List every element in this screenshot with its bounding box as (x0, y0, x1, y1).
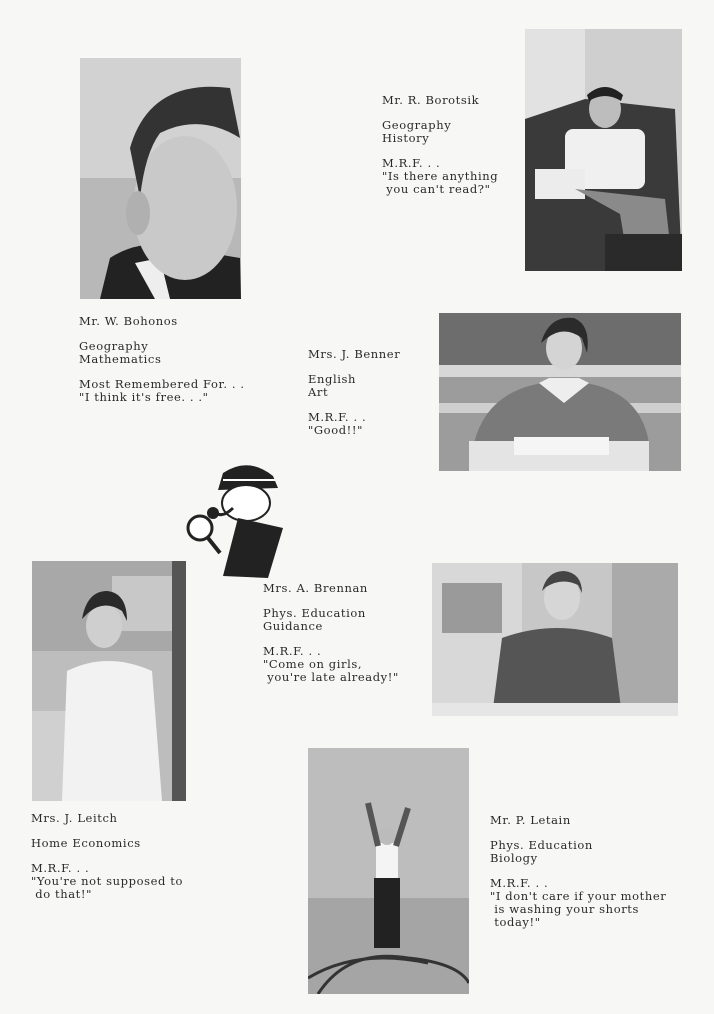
subject: Art (308, 385, 329, 399)
mrf-label: M.R.F. . . (31, 861, 90, 875)
detective-illustration (178, 458, 288, 583)
teacher-block-letain (490, 814, 666, 929)
quote: "Come on girls, you're late already!" (263, 657, 399, 684)
photo-benner (439, 313, 681, 471)
teacher-block-borotsik (382, 94, 498, 196)
subject: Phys. Education (490, 838, 593, 852)
mrf-label: M.R.F. . . (382, 156, 441, 170)
subject: Home Economics (31, 836, 141, 850)
photo-leitch (32, 561, 186, 801)
quote: "I don't care if your mother is washing your shorts today!" (490, 889, 667, 929)
photo-brennan (432, 563, 678, 716)
teacher-name: Mrs. J. Benner (308, 347, 401, 361)
subject: Guidance (263, 619, 323, 633)
teacher-name: Mrs. J. Leitch (31, 811, 118, 825)
mrf-label: Most Remembered For. . . (79, 377, 245, 391)
subject: Biology (490, 851, 538, 865)
teacher-block-benner (308, 348, 400, 437)
subject: English (308, 372, 357, 386)
quote: "I think it's free. . ." (79, 390, 209, 404)
teacher-name: Mr. P. Letain (490, 813, 571, 827)
quote: "You're not supposed to do that!" (31, 874, 183, 901)
quote: "Good!!" (308, 423, 364, 437)
mrf-label: M.R.F. . . (263, 644, 322, 658)
teacher-block-bohonos (79, 315, 245, 404)
subject: Phys. Education (263, 606, 366, 620)
subject: Geography (79, 339, 149, 353)
mrf-label: M.R.F. . . (490, 876, 549, 890)
photo-letain (308, 748, 469, 994)
teacher-name: Mr. R. Borotsik (382, 93, 480, 107)
subject: History (382, 131, 430, 145)
teacher-block-leitch (31, 812, 183, 901)
photo-borotsik (525, 29, 682, 271)
teacher-name: Mr. W. Bohonos (79, 314, 178, 328)
mrf-label: M.R.F. . . (308, 410, 367, 424)
subject: Mathematics (79, 352, 162, 366)
teacher-name: Mrs. A. Brennan (263, 581, 368, 595)
quote: "Is there anything you can't read?" (382, 169, 499, 196)
photo-bohonos (80, 58, 241, 299)
subject: Geography (382, 118, 452, 132)
teacher-block-brennan (263, 582, 399, 684)
